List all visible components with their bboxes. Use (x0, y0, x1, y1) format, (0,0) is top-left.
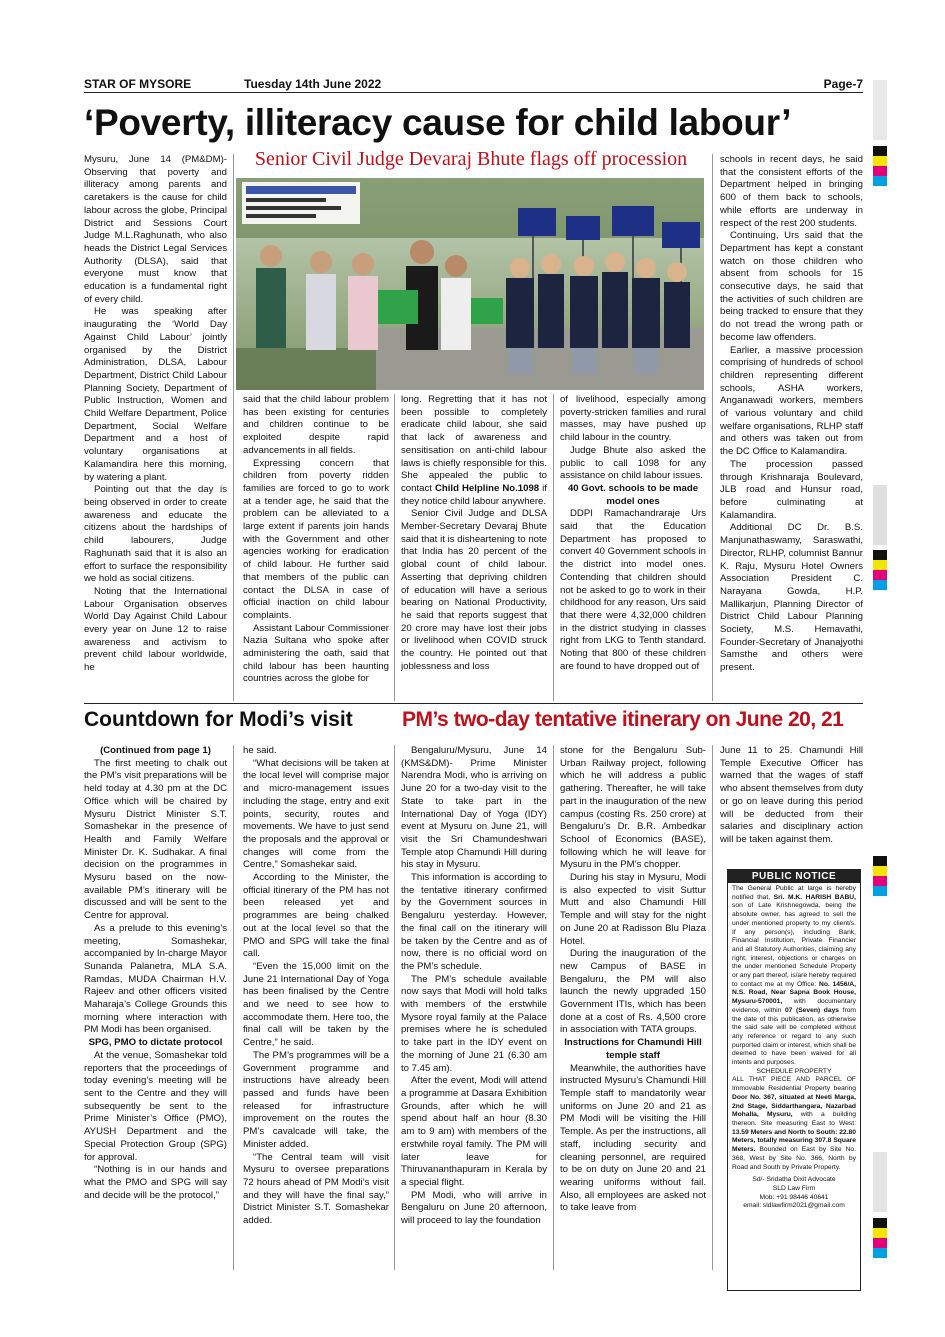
paragraph: This information is according to the tentative itinerary confirmed by the Government sources in Bengaluru yesterday. However, the final call on the itinerary will be taken by the Centre and as of now, there is no official word on the PM’s schedule. (401, 872, 547, 972)
story1-column-4 (560, 394, 706, 673)
column-divider (553, 394, 554, 701)
swatch-yellow (873, 866, 887, 876)
story2-column-2 (243, 745, 389, 1228)
story1-column-2 (243, 394, 389, 686)
story3-column-1 (401, 745, 547, 1228)
email-address: email: sldlawfirm2021@gmail.com (743, 1202, 845, 1210)
swatch-cyan (873, 176, 887, 186)
story3-column-3 (720, 745, 863, 847)
paragraph: said that the child labour problem has been existing for centuries and children continue to be exploited despite rapid advancements in all fields. (243, 394, 389, 456)
notice-paragraph (732, 885, 856, 1068)
paragraph: Noting that the International Labour Organisation observes World Day Against Child Labour every year on June 12 to raise awareness and activism to prevent child labour worldwide, he (84, 585, 227, 674)
paragraph: “Nothing is in our hands and what the PMO and SPG will say and decide will be the protocol,” (84, 1164, 227, 1201)
paragraph: stone for the Bengaluru Sub-Urban Railway project, following which he will address a public gathering. Thereafter, he will take part in the inauguration of the new campus (costing Rs. 250 crore) at Bengaluru’s Dr. B.R. Ambedkar School of Economics (BASE), following which he will leave for Mysuru in the PM’s chopper. (560, 745, 706, 871)
paragraph: he said. (243, 745, 277, 756)
paragraph: Continuing, Urs said that the Department has kept a constant watch on those children who absent from schools for 15 consecutive days, he said that the activities of such children are being tracked to ensure that they do not tread the wrong path or become law offenders. (720, 230, 863, 343)
objection-period: 07 (Seven) days (784, 1006, 840, 1014)
swatch-cyan (873, 886, 887, 896)
section-rule (84, 703, 863, 704)
swatch-black (873, 550, 887, 560)
story1-column-1 (84, 154, 227, 675)
paragraph: After the event, Modi will attend a programme at Dasara Exhibition Grounds, after which he will spend about half an hour (8.30 am to 9 am) with members of the erstwhile royal family. The PM will later leave for Thiruvananthapuram in Kerala by a special flight. (401, 1075, 547, 1188)
masthead-rule (84, 92, 863, 93)
procession-photo-illustration (236, 178, 704, 390)
paragraph-text: long. Regretting that it has not been possible to completely eradicate child labour, she said that lack of awareness and sensitisation on anti-child labour laws is chiefly responsible for this. She appealed the public to contact (401, 394, 547, 494)
paragraph: Bengaluru/Mysuru, June 14 (KMS&DM)- Prime Minister Narendra Modi, who is arriving on June 20 for a two-day visit to the State to take part in the International Day of Yoga (IDY) event at Mysuru on June 21, will visit the Sri Chamundeshwari Temple atop Chamundi Hill during his stay in Mysuru. (401, 745, 547, 871)
swatch-light-gray (873, 1152, 887, 1212)
paragraph: June 11 to 25. Chamundi Hill Temple Executive Officer has warned that the wages of staff who absent themselves from duty or go on leave during this period will be deducted from their salaries and disciplinary action will be taken against them. (720, 745, 863, 845)
swatch-cyan (873, 580, 887, 590)
subheading: SPG, PMO to dictate protocol (88, 1037, 223, 1049)
paragraph: Senior Civil Judge and DLSA Member-Secretary Devaraj Bhute said that it is disheartening to note that India has 20 percent of the global count of child labour. Asserting that depriving children of education will have a serious bearing on National Productivity, he said that reports suggest that 20 crore may have lost their jobs or livelihood when COVID struck the country. He pointed out that joblessness and loss (401, 508, 547, 672)
schedule-paragraph (732, 1076, 856, 1172)
swatch-yellow (873, 156, 887, 166)
notice-body (728, 883, 860, 1213)
site-measurement: 13.59 Meters and North to South: 22.80 Meters, totally measuring 307.8 Square Meters. (732, 1128, 856, 1154)
notice-text: Bounded on East by Site No. 368, West by Site No. 366, North by Road and South by Private Property. (732, 1146, 856, 1171)
paragraph: According to the Minister, the official itinerary of the PM has not been released yet and programmes are being chalked out at the local level so that the PMO and SPG will take the final call. (243, 872, 389, 960)
swatch-black (873, 1218, 887, 1228)
column-divider (233, 745, 234, 1270)
paragraph-text: if they notice child labour anywhere. (401, 482, 547, 507)
paragraph: During the inauguration of the new Campus of BASE in Bengaluru, the PM will also launch the newly upgraded 150 Government ITIs, which has been done at a cost of Rs. 4,500 crore in association with TATA groups. (560, 948, 706, 1036)
swatch-magenta (873, 1238, 887, 1248)
public-notice (727, 869, 861, 1291)
owner-name: Sri. M.K. HARISH BABU, (773, 893, 856, 901)
paragraph: Judge Bhute also asked the public to call 1098 for any assistance on child labour issues. (560, 444, 706, 482)
story1-column-3 (401, 394, 547, 673)
paragraph (401, 394, 547, 508)
subheading: Instructions for Chamundi Hill temple staff (564, 1037, 702, 1061)
paragraph: Mysuru, June 14 (PM&DM)- Observing that poverty and illiteracy among parents and caretakers is the cause for child labour across the globe, Principal District and Sessions Court Judge M.L.Raghunath, who also heads the District Legal Services Authority (DLSA), said that everyone must know that education is a fundamental right of every child. (84, 154, 227, 305)
story3-column-2 (560, 745, 706, 1215)
notice-text: with documentary evidence, within (732, 998, 856, 1014)
paragraph: of livelihood, especially among poverty-stricken families and rural masses, may have pushed up child labour in the country. (560, 394, 706, 444)
paragraph: “The Central team will visit Mysuru to oversee preparations 72 hours ahead of PM Modi’s visit and they will have the final say,” District Minister S.T. Somashekar added. (243, 1151, 389, 1227)
continued-note: (Continued from page 1) (100, 745, 211, 756)
notice-text: The General Public at large is hereby notified that, (732, 885, 856, 901)
swatch-black (873, 856, 887, 866)
paragraph: The PM’s programmes will be a Government programme and instructions have already been passed and funds have been released for infrastructure improvement on the routes the PM’s cavalcade will take, the Minister added. (243, 1049, 389, 1150)
paragraph: The PM’s schedule available now says that Modi will hold talks with members of the erstwhile Mysore royal family at the Palace premises where he is scheduled to take part in the IDY event on the morning of June 21 (6.30 am to 7.45 am). (401, 973, 547, 1074)
story1-column-5 (720, 154, 863, 675)
paper-name: STAR OF MYSORE (84, 77, 192, 91)
notice-text: from the date of this publication, as otherwise the said sale will be completed without any reference or regard to any such purported claim or interest, which shall be deemed to have been waived for all intents and purposes. (732, 1006, 856, 1067)
notice-text: with a building thereon. Site measuring East to West: (732, 1111, 856, 1127)
helpline-number: Child Helpline No.1098 (434, 482, 540, 494)
schedule-title: SCHEDULE PROPERTY (756, 1067, 832, 1075)
column-divider (394, 394, 395, 701)
column-divider (233, 154, 234, 701)
swatch-light-gray (873, 80, 887, 140)
paragraph: Pointing out that the day is being observed in order to create awareness and educate the citizens about the hardships of child labourers, Judge Raghunath said that it is also an effort to surface the responsibility we hold as social citizens. (84, 484, 227, 585)
signer: Sd/- Sridatha Dixit Advocate (752, 1176, 836, 1184)
issue-date: Tuesday 14th June 2022 (244, 77, 382, 91)
paragraph: Expressing concern that children from poverty ridden families are forced to go to work at a tender age, he said that the problem can be alleviated to a large extent if parents join hands with the Government and other agencies working for eradication of child labour. He further said that members of the public can contact the DLSA in case of official inaction on child labour complaints. (243, 457, 389, 621)
paragraph: Additional DC Dr. B.S. Manjunathaswamy, Saraswathi, Director, RLHP, columnist Bannur K. Raju, Mysuru Hotel Owners Association President C. Narayana Gowda, H.P. Mallikarjun, Planning Director of District Child Labour Planning Society, M.S. Hemavathi, Founder-Secretary of Jnanajyothi Samsthe and others were present. (720, 522, 863, 674)
paragraph: The procession passed through Krishnaraja Boulevard, JLB road and Hunsur road, before culminating at Kalamandira. (720, 458, 863, 521)
photo-caption: Senior Civil Judge Devaraj Bhute flags off procession (254, 148, 688, 170)
page-number: Page-7 (823, 77, 863, 91)
story1-headline: ‘Poverty, illiteracy cause for child labour’ (84, 102, 792, 143)
swatch-yellow (873, 560, 887, 570)
office-address: No. 1456/A, N.S. Road, Near Sapna Book House, Mysuru-570001, (732, 980, 856, 1006)
swatch-light-gray (873, 485, 887, 545)
notice-text: son of Late Krishnegowda, being the absolute owner, has agreed to sell the under mentioned property to my client/s. If any person(s), including Bank, Financial Institution, Private Financier and all Statutory Authorities, claiming any right, interest, objections or charges on the under mentioned Schedule Property or any part thereof, is/are hereby required to contact me at my Office: (732, 902, 856, 988)
procession-photo (236, 178, 704, 390)
paragraph: As a prelude to this evening’s meeting, Somashekar, accompanied by In-charge Mayor Sunanda Palanetra, MLA S.A. Ramdas, MUDA Chairman H.V. Rajeev and other officers visited Maharaja’s College Grounds this morning where interaction with PM Modi has been organised. (84, 922, 227, 1036)
paragraph: Assistant Labour Commissioner Nazia Sultana who spoke after administering the oath, said that child labour has been haunting countries across the globe for (243, 622, 389, 685)
story2-headline: Countdown for Modi’s visit (84, 708, 353, 731)
paragraph: schools in recent days, he said that the consistent efforts of the Department helped in bringing 600 of them back to schools, while efforts are underway in respect of the rest 200 students. (720, 154, 863, 229)
paragraph: DDPI Ramachandraraje Urs said that the Education Department has proposed to convert 40 Government schools in the district into model ones. Contending that children should not be asked to go to work in their childhood for any reason, Urs said that there were 4,32,000 children in the district studying in classes right from LKG to Tenth standard. Noting that 800 of these children are found to have dropped out of (560, 508, 706, 672)
swatch-cyan (873, 1248, 887, 1258)
paragraph: PM Modi, who will arrive in Bengaluru on June 20 afternoon, will proceed to lay the foundation (401, 1189, 547, 1227)
paragraph: Earlier, a massive procession comprising of hundreds of school children representing different schools, ASHA workers, Anganawadi workers, members of various voluntary and child welfare organisations, RLHP staff and others was taken out from the DC Office to Kalamandira. (720, 344, 863, 458)
column-divider (712, 154, 713, 701)
swatch-magenta (873, 166, 887, 176)
paragraph: During his stay in Mysuru, Modi is also expected to visit Suttur Mutt and also Chamundi Hill Temple and will stay for the night on June 20 at Radisson Blu Plaza Hotel. (560, 872, 706, 947)
masthead (84, 76, 863, 92)
mobile-number: Mob: +91 98446 40641 (759, 1193, 829, 1201)
paragraph: At the venue, Somashekar told reporters that the proceedings of today evening’s meeting will be sent to the Centre and they will subsequently be sent to the Prime Minister’s Office (PMO), AYUSH Department and the Special Protection Group (SPG) for approval. (84, 1049, 227, 1163)
paragraph: “Even the 15,000 limit on the June 21 International Day of Yoga has been finalised by the Centre and we need to see how to accommodate them. Here too, the final call will be taken by the Centre,” he said. (243, 960, 389, 1049)
notice-title: PUBLIC NOTICE (728, 870, 860, 883)
law-firm: SLD Law Firm (772, 1184, 816, 1192)
column-divider (553, 745, 554, 1270)
paragraph: He was speaking after inaugurating the ‘World Day Against Child Labour’ jointly organised by the District Administration, DLSA, Labour Department, District Child Labour Planning Society, Department of Public Instruction, Women and Child Welfare Department, Police Department, Social Welfare Department and a host of voluntary organisations at Kalamandira here this morning, by watering a plant. (84, 306, 227, 483)
swatch-black (873, 146, 887, 156)
door-number: Door No. 367, situated at Neeti Marga, 2nd Stage, Siddarthangara, Nazarbad Mohalla, Mysuru, (732, 1093, 856, 1119)
notice-text: ALL THAT PIECE AND PARCEL OF Immovable Residential Property bearing (732, 1076, 856, 1093)
paragraph: Meanwhile, the authorities have instructed Mysuru’s Chamundi Hill Temple staff to mandatorily wear uniforms on June 20 and 21 as PM Modi will be visiting the Hill Temple. As per the instructions, all staff, including security and cleaning personnel, are required to be on duty on June 20 and 21 wearing uniforms without fail. Also, all employees are asked not to take leave from (560, 1062, 706, 1214)
paragraph: The first meeting to chalk out the PM’s visit preparations will be held today at 4.30 pm at the DC Office which will be chaired by Mysuru District Minister S.T. Somashekar in the presence of Health and Family Welfare Minister Dr. K. Sudhakar. A final decision on the programmes in Mysuru based on the now-available PM’s itinerary will be discussed and will be sent to the Centre for approval. (84, 757, 227, 922)
column-divider (394, 745, 395, 1270)
color-registration-strip (873, 80, 887, 1310)
story2-column-1 (84, 745, 227, 1202)
swatch-magenta (873, 570, 887, 580)
paragraph: “What decisions will be taken at the local level will comprise major and micro-management issues including the stage, entry and exit points, security, routes and movements. We have to just send the proposals and the approval or changes will come from the Centre,” Somashekar said. (243, 757, 389, 871)
swatch-yellow (873, 1228, 887, 1238)
story3-headline: PM’s two-day tentative itinerary on June 20, 21 (402, 708, 844, 731)
column-divider (712, 745, 713, 1270)
swatch-magenta (873, 876, 887, 886)
subheading: 40 Govt. schools to be made model ones (567, 482, 699, 507)
